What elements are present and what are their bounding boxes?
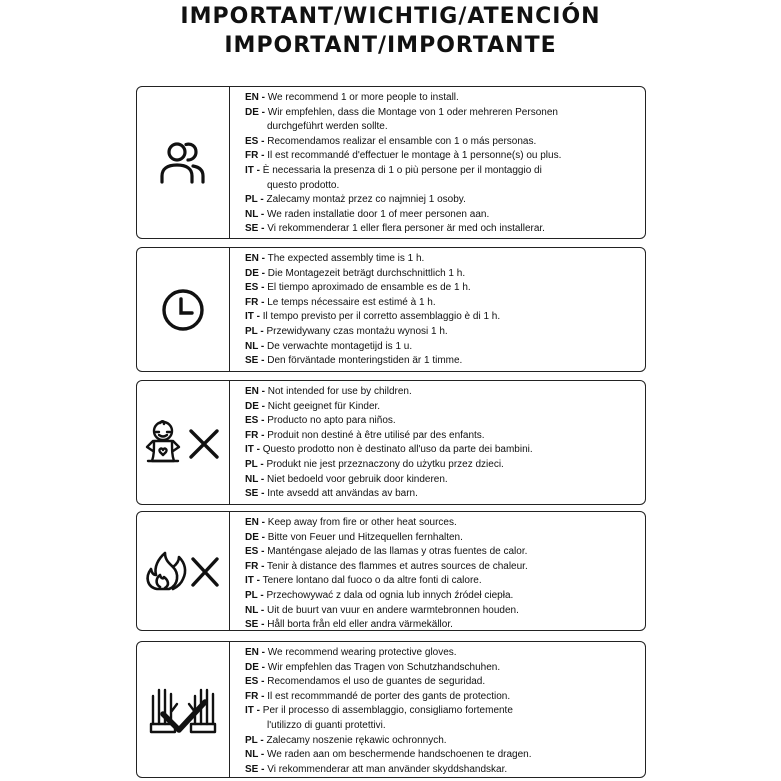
page-title-line-1: IMPORTANT/WICHTIG/ATENCIÓN xyxy=(180,4,601,29)
text-lines xyxy=(245,646,641,777)
text-line: PL - Produkt nie jest przeznaczony do użytku przez dzieci. xyxy=(245,458,504,470)
text-line: FR - Il est recommmandé de porter des gants de protection. xyxy=(245,690,511,702)
text-line: IT - Il tempo previsto per il corretto assemblaggio è di 1 h. xyxy=(245,311,501,323)
text-line: FR - Tenir à distance des flammes et autres sources de chaleur. xyxy=(245,560,528,572)
text-line: DE - Wir empfehlen das Tragen von Schutzhandschuhen. xyxy=(245,661,501,673)
text-line: IT - È necessaria la presenza di 1 o più persone per il montaggio di xyxy=(245,164,542,176)
text-line: durchgeführt werden sollte. xyxy=(267,121,388,133)
no-children-icon xyxy=(143,419,223,467)
text-line: EN - Not intended for use by children. xyxy=(245,386,412,397)
text-line: SE - Vi rekommenderar att man använder skyddshandskar. xyxy=(245,763,508,775)
notice-box-fire xyxy=(136,511,646,631)
text-line: questo prodotto. xyxy=(267,179,340,191)
text-line: l'utilizzo di guanti protettivi. xyxy=(267,719,386,731)
notice-box-gloves xyxy=(136,641,646,778)
text-line: ES - El tiempo aproximado de ensamble es de 1 h. xyxy=(245,282,471,294)
text-line: NL - Uit de buurt van vuur en andere warmtebronnen houden. xyxy=(245,604,519,616)
text-line: FR - Produit non destiné à être utilisé par des enfants. xyxy=(245,429,485,441)
text-line: ES - Producto no apto para niños. xyxy=(245,415,396,427)
text-line: SE - Den förväntade monteringstiden är 1 timme. xyxy=(245,355,463,367)
text-line: IT - Questo prodotto non è destinato all'uso da parte dei bambini. xyxy=(245,444,533,456)
text-line: FR - Le temps nécessaire est estimé à 1 h. xyxy=(245,296,436,308)
icon-cell xyxy=(137,512,230,630)
icon-cell xyxy=(137,381,230,504)
text-line: SE - Håll borta från eld eller andra värmekällor. xyxy=(245,619,453,631)
text-lines xyxy=(245,91,641,237)
text-line: ES - Manténgase alejado de las llamas y otras fuentes de calor. xyxy=(245,546,528,558)
text-line: PL - Przewidywany czas montażu wynosi 1 h. xyxy=(245,325,448,337)
icon-cell xyxy=(137,87,230,238)
notice-box-people xyxy=(136,86,646,239)
text-line: NL - We raden aan om beschermende handschoenen te dragen. xyxy=(245,749,532,761)
text-line: EN - Keep away from fire or other heat sources. xyxy=(245,517,457,528)
text-line: PL - Zalecamy montaż przez co najmniej 1 osoby. xyxy=(245,194,466,206)
text-line: DE - Bitte von Feuer und Hitzequellen fernhalten. xyxy=(245,531,463,543)
text-line: NL - De verwachte montagetijd is 1 u. xyxy=(245,340,413,352)
text-line: PL - Zalecamy noszenie rękawic ochronnych. xyxy=(245,734,447,746)
text-lines xyxy=(245,252,641,369)
text-line: IT - Per il processo di assemblaggio, consigliamo fortemente xyxy=(245,705,513,717)
notice-box-time xyxy=(136,247,646,372)
text-lines xyxy=(245,516,641,633)
text-line: EN - We recommend 1 or more people to install. xyxy=(245,92,459,103)
text-lines xyxy=(245,385,641,502)
text-line: ES - Recomendamos el uso de guantes de seguridad. xyxy=(245,676,486,688)
text-line: IT - Tenere lontano dal fuoco o da altre fonti di calore. xyxy=(245,575,482,587)
no-fire-icon xyxy=(143,547,223,595)
icon-cell xyxy=(137,248,230,371)
text-line: NL - We raden installatie door 1 of meer personen aan. xyxy=(245,208,490,220)
text-line: EN - The expected assembly time is 1 h. xyxy=(245,253,425,264)
text-line: PL - Przechowywać z dala od ognia lub innych źródeł ciepła. xyxy=(245,589,514,601)
text-line: DE - Nicht geeignet für Kinder. xyxy=(245,400,381,412)
gloves-icon xyxy=(145,684,221,736)
text-line: DE - Die Montagezeit beträgt durchschnittlich 1 h. xyxy=(245,267,466,279)
text-line: FR - Il est recommandé d'effectuer le montage à 1 personne(s) ou plus. xyxy=(245,150,562,162)
page-title-line-2: IMPORTANT/IMPORTANTE xyxy=(224,33,557,58)
text-line: SE - Vi rekommenderar 1 eller flera personer är med och installerar. xyxy=(245,223,545,235)
text-line: SE - Inte avsedd att användas av barn. xyxy=(245,488,418,500)
text-line: ES - Recomendamos realizar el ensamble con 1 o más personas. xyxy=(245,135,537,147)
icon-cell xyxy=(137,642,230,777)
clock-icon xyxy=(160,287,206,333)
text-line: NL - Niet bedoeld voor gebruik door kinderen. xyxy=(245,473,448,485)
people-icon xyxy=(158,140,208,186)
text-line: EN - We recommend wearing protective gloves. xyxy=(245,647,457,658)
notice-box-children xyxy=(136,380,646,505)
text-line: DE - Wir empfehlen, dass die Montage von 1 oder mehreren Personen xyxy=(245,106,558,118)
